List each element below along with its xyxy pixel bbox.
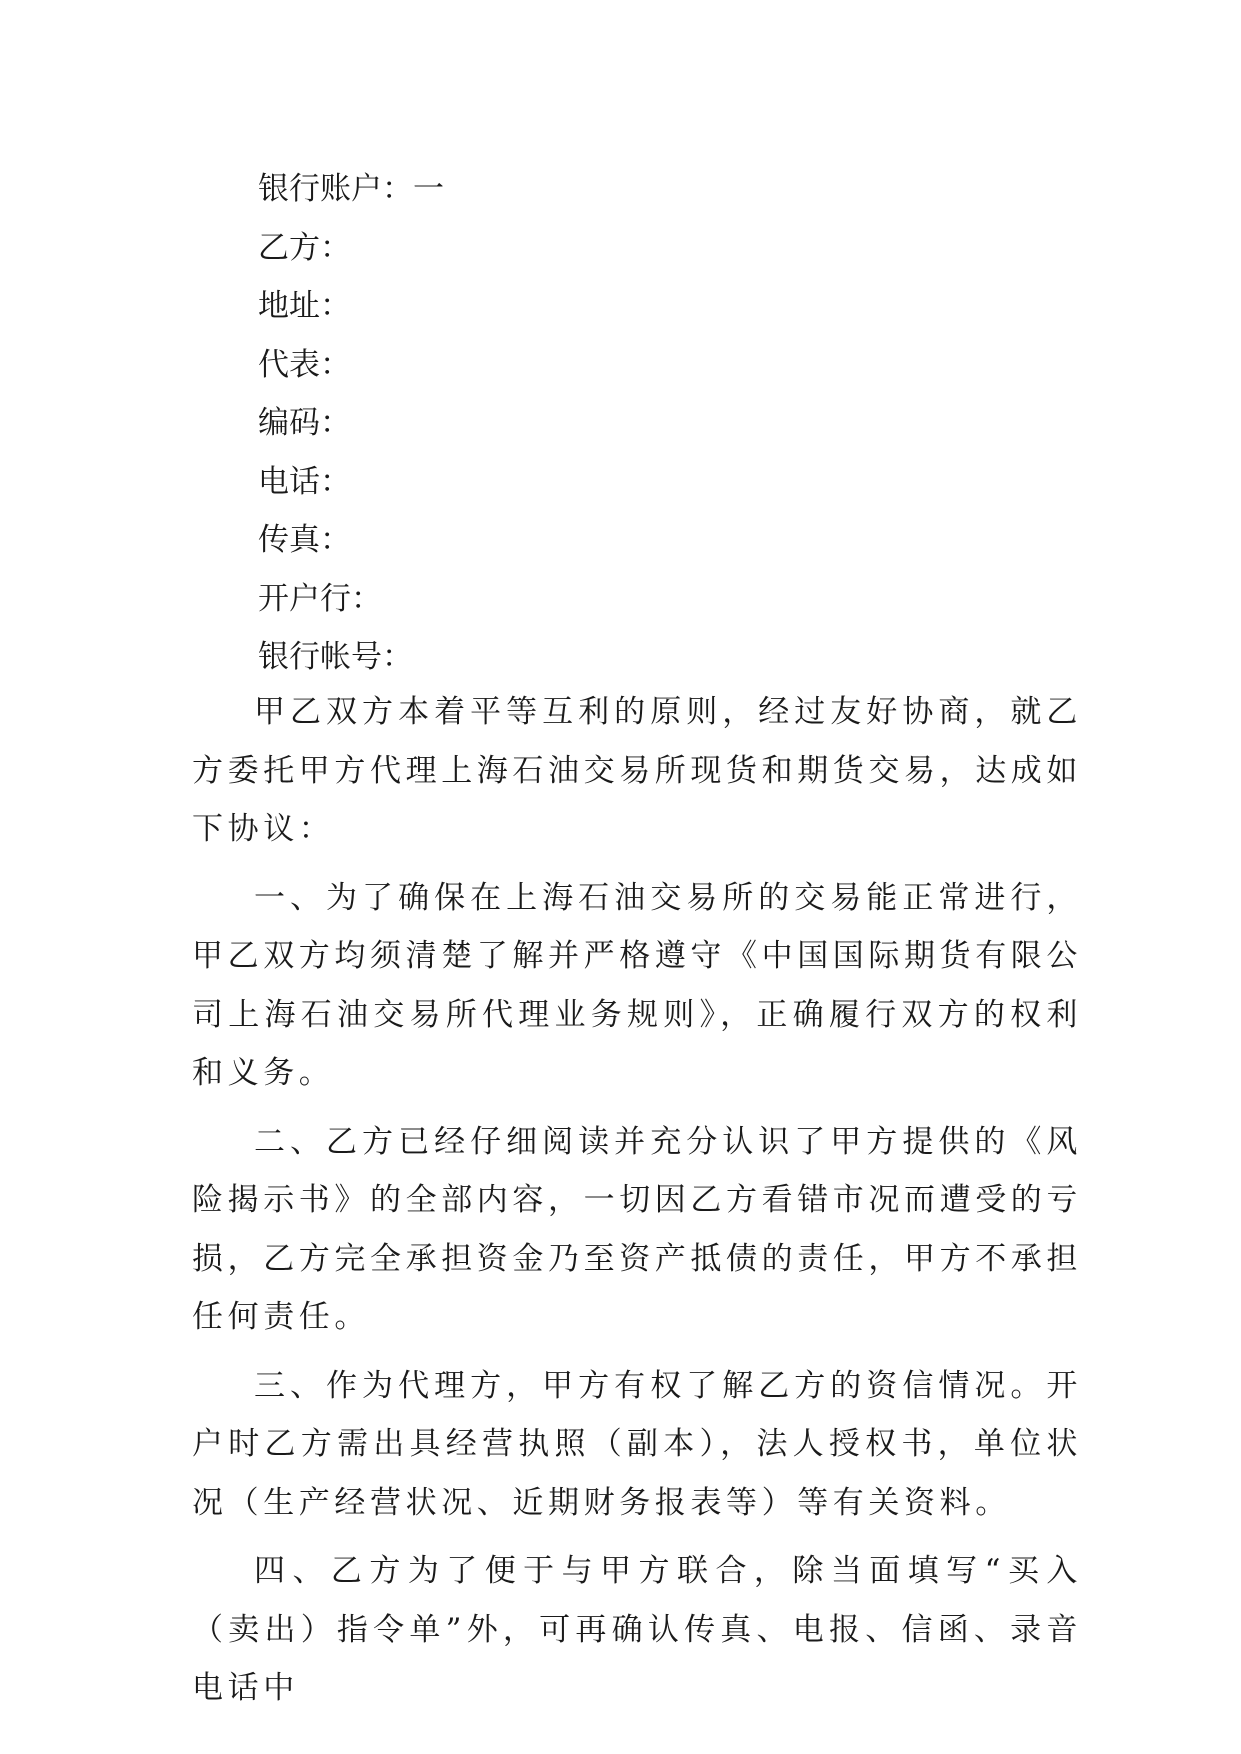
agreement-body [192, 683, 1082, 1728]
field-bank-account: 银行账户：一 [258, 171, 444, 207]
party-info-list [258, 160, 444, 687]
paragraph-clause-2: 二、乙方已经仔细阅读并充分认识了甲方提供的《风险揭示书》的全部内容，一切因乙方看错市况而遭受的亏损，乙方完全承担资金乃至资产抵债的责任，甲方不承担任何责任。 [192, 1123, 1082, 1335]
field-party-b: 乙方： [258, 229, 351, 266]
field-opening-bank: 开户行： [258, 580, 382, 617]
field-phone: 电话： [258, 463, 351, 500]
paragraph-clause-3: 三、作为代理方，甲方有权了解乙方的资信情况。开户时乙方需出具经营执照（副本），法人授权书，单位状况（生产经营状况、近期财务报表等）等有关资料。 [192, 1367, 1082, 1521]
field-postcode: 编码： [258, 405, 351, 441]
field-address: 地址： [258, 288, 351, 324]
paragraph-clause-4: 四、乙方为了便于与甲方联合，除当面填写“买入（卖出）指令单”外，可再确认传真、电报、信函、录音电话中 [192, 1553, 1082, 1706]
field-representative: 代表： [258, 346, 351, 383]
paragraph-clause-1: 一、为了确保在上海石油交易所的交易能正常进行，甲乙双方均须清楚了解并严格遵守《中国国际期货有限公司上海石油交易所代理业务规则》，正确履行双方的权利和义务。 [192, 879, 1082, 1091]
paragraph-preamble: 甲乙双方本着平等互利的原则，经过友好协商，就乙方委托甲方代理上海石油交易所现货和期货交易，达成如下协议： [192, 694, 1082, 847]
field-fax: 传真： [258, 522, 351, 558]
field-bank-account-number: 银行帐号： [258, 639, 413, 675]
